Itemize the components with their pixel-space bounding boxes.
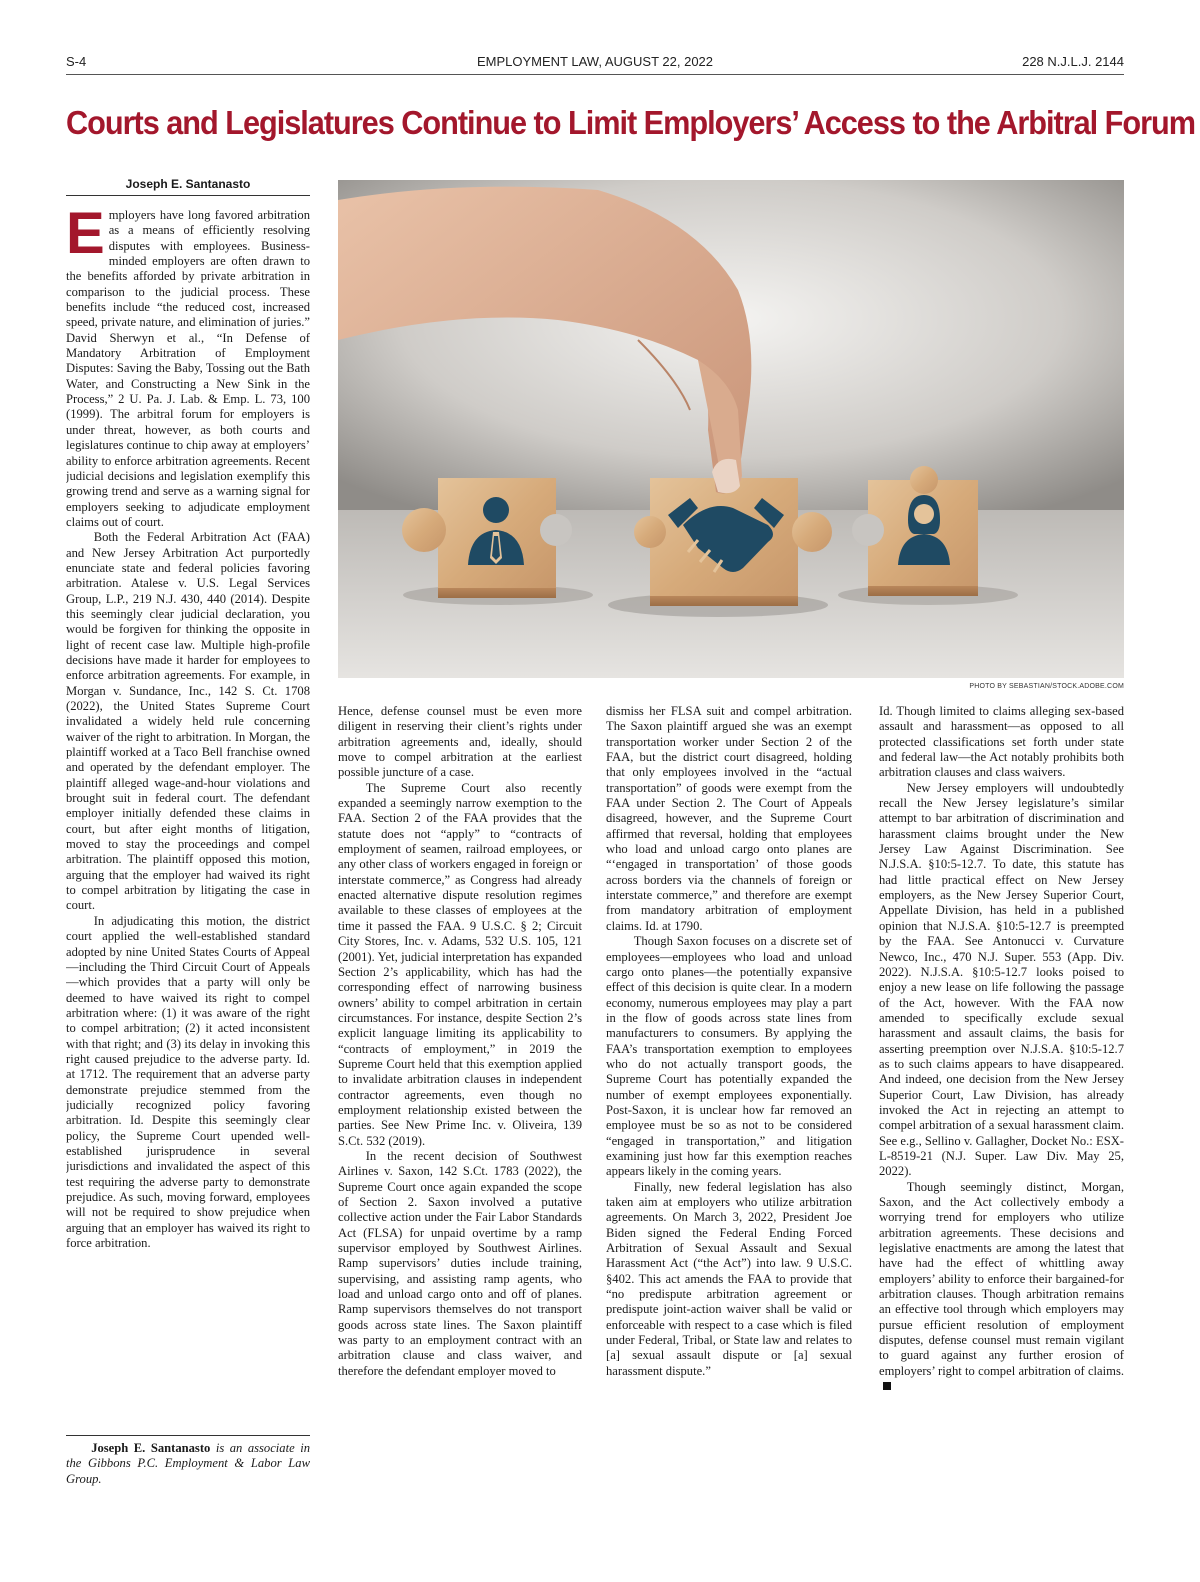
running-header — [66, 54, 1124, 72]
page-number: S-4 — [66, 54, 87, 69]
bio-rule — [66, 1435, 310, 1436]
paragraph: Finally, new federal legislation has also taken aim at employers who utilize arbitration agreements. On March 3, 2022, President Joe Biden signed the Federal Ending Forced Arbitration of Sexual Assault and Sexual Harassment Act (“the Act”) into law. 9 U.S.C. §402. This act amends the FAA to provide that “no predispute arbitration agreement or predispute joint-action waiver shall be valid or enforceable with respect to a case which is filed under Federal, Tribal, or State law and relates to [a] sexual assault dispute or [a] sexual harassment dispute.” — [606, 1179, 852, 1378]
photo-credit: PHOTO BY SEBASTIAN/STOCK.ADOBE.COM — [969, 683, 1124, 690]
article-column-3 — [606, 704, 852, 1544]
author-bio-name: Joseph E. Santanasto — [91, 1441, 211, 1455]
section-title: EMPLOYMENT LAW, AUGUST 22, 2022 — [476, 54, 714, 69]
drop-cap: E — [66, 208, 105, 266]
author-bio — [66, 1441, 310, 1487]
paragraph: New Jersey employers will undoubtedly recall the New Jersey legislature’s similar attempt to bar arbitration of discrimination and harassment claims brought under the New Jersey Law Against Discrimination. See N.J.S.A. §10:5-12.7. To date, this statute has had little practical effect on New Jersey employers, as the New Jersey Superior Court, Appellate Division, has held in a published opinion that N.J.S.A. §10:5-12.7 is preempted by the FAA. See Antonucci v. Curvature Newco, Inc., 470 N.J. Super. 553 (App. Div. 2022). N.J.S.A. §10:5-12.7 looks poised to enjoy a new lease on life following the passage of the Act, however. With the FAA now amended to specifically exclude sexual harassment and assault claims, the basis for asserting preemption over N.J.S.A. §10:5-12.7 as to such claims appears to have disappeared. And indeed, one decision from the New Jersey Superior Court, Law Division, has already invoked the Act in rejecting an attempt to compel arbitration of a sexual harassment claim. See e.g., Sellino v. Gallagher, Docket No.: ESX-L-8519-21 (N.J. Super. Law Div. May 25, 2022). — [879, 780, 1124, 1179]
paragraph: Though seemingly distinct, Morgan, Saxon, and the Act collectively embody a worrying trend for employers who utilize arbitration agreements. These decisions and legislative enactments are among the latest that have had the effect of whittling away employers’ ability to enforce their bargained-for arbitration clauses. Though arbitration remains an effective tool through which employers may pursue efficient resolution of employment disputes, defense counsel must remain vigilant to guard against any further erosion of employers’ right to compel arbitration of claims. — [879, 1180, 1124, 1395]
paragraph: Hence, defense counsel must be even more diligent in reserving their client’s rights under arbitration agreements and, ideally, should move to compel arbitration at the earliest possible juncture of a case. — [338, 704, 582, 780]
article-headline: Courts and Legislatures Continue to Limit Employers’ Access to the Arbitral Forum — [66, 104, 1196, 141]
article-column-4 — [879, 704, 1124, 1544]
paragraph: Employers have long favored arbitration as a means of efficiently resolving disputes with employees. Business-minded employers are often drawn to the benefits afforded by private arbitration in comparison to the judicial process. These benefits include “the reduced cost, increased speed, private nature, and elimination of juries.” David Sherwyn et al., “In Defense of Mandatory Arbitration of Employment Disputes: Saving the Baby, Tossing out the Bath Water, and Constructing a New Sink in the Process,” 2 U. Pa. J. Lab. & Emp. L. 73, 100 (1999). The arbitral forum for employers is under threat, however, as both courts and legislatures continue to chip away at employers’ ability to enforce arbitration agreements. Recent judicial decisions and legislation exemplify this growing trend and serve as a warning signal for employers seeking to adjudicate employment claims out of court. — [66, 208, 310, 529]
article-column-2 — [338, 704, 582, 1544]
paragraph: The Supreme Court also recently expanded a seemingly narrow exemption to the FAA. Section 2 of the FAA provides that the statute does not “apply” to “contracts of employment of seamen, railroad employees, or any other class of workers engaged in foreign or interstate commerce,” as Congress had already enacted alternative dispute resolution regimes available to these classes of employees at the time it passed the FAA. 9 U.S.C. § 2; Circuit City Stores, Inc. v. Adams, 532 U.S. 105, 121 (2001). Yet, judicial interpretation has expanded Section 2’s applicability, which has had the corresponding effect of narrowing business owners’ ability to compel arbitration in certain circumstances. For instance, despite Section 2’s explicit language limiting its applicability to “contracts of employment,” in 2019 the Supreme Court held that this exemption applied to invalidate arbitration clauses in independent contractor agreements, even though no employment relationship existed between the parties. See New Prime Inc. v. Oliveira, 139 S.Ct. 532 (2019). — [338, 780, 582, 1148]
paragraph: Id. Though limited to claims alleging sex-based assault and harassment—as opposed to all protected classifications set forth under state and federal law—the Act notably prohibits both arbitration clauses and class waivers. — [879, 704, 1124, 780]
citation: 228 N.J.L.J. 2144 — [1022, 54, 1124, 69]
paragraph: Though Saxon focuses on a discrete set of employees—employees who load and unload cargo onto planes—the potentially expansive effect of this decision is quite clear. In a modern economy, numerous employees may play a part in the flow of goods across state lines from manufacturers to consumers. By applying the FAA’s transportation exemption to employees who do not actually transport goods, the Supreme Court has potentially expanded the number of exempt employees exponentially. Post-Saxon, it is unclear how far removed an employee must be so as not to be considered “engaged in transportation,” and litigation examining just how far this exemption reaches appears likely in the coming years. — [606, 934, 852, 1179]
paragraph: In the recent decision of Southwest Airlines v. Saxon, 142 S.Ct. 1783 (2022), the Supreme Court once again expanded the scope of Section 2. Saxon involved a putative collective action under the Fair Labor Standards Act (FLSA) for unpaid overtime by a ramp supervisor employed by Southwest Airlines. Ramp supervisors’ duties include training, supervising, and assisting ramp agents, who load and unload cargo onto and off of planes. Ramp supervisors themselves do not transport goods across state lines. The Saxon plaintiff was party to an employment contract with an arbitration clause and class waiver, and therefore the defendant employer moved to — [338, 1148, 582, 1378]
header-rule — [66, 74, 1124, 75]
end-mark — [883, 1382, 891, 1390]
puzzle-hand-illustration — [338, 180, 1124, 678]
article-photo — [338, 180, 1124, 678]
byline: Joseph E. Santanasto — [66, 177, 310, 196]
paragraph: Both the Federal Arbitration Act (FAA) and New Jersey Arbitration Act purportedly enunciate state and federal policies favoring arbitration. Atalese v. U.S. Legal Services Group, L.P., 219 N.J. 430, 440 (2014). Despite this seemingly clear judicial declaration, you would be forgiven for thinking the opposite in light of recent case law. Multiple high-profile decisions have made it harder for employees to enforce arbitration agreements. For example, in Morgan v. Sundance, Inc., 142 S. Ct. 1708 (2022), the United States Supreme Court invalidated a widely held rule concerning waiver of the right to arbitration. In Morgan, the plaintiff worked at a Taco Bell franchise owned and operated by the defendant employer. The plaintiff alleged wage-and-hour violations and brought suit in federal court. The defendant employer initially defended these claims in court, but after eight months of litigation, moved to stay the proceedings and compel arbitration. The plaintiff opposed this motion, arguing that the employer had waived its right to compel arbitration by litigating the case in court. — [66, 530, 310, 913]
paragraph: In adjudicating this motion, the district court applied the well-established standard adopted by nine United States Courts of Appeal—including the Third Circuit Court of Appeals—which provides that a party will only be deemed to have waived its right to compel arbitration where: (1) it was aware of the right to compel arbitration; (2) it acted inconsistent with that right; and (3) its delay in invoking this right caused prejudice to the adverse party. Id. at 1712. The requirement that an adverse party demonstrate prejudice stemmed from the judicially recognized policy favoring arbitration. Id. Despite this seemingly clear policy, the Supreme Court upended well-established jurisprudence in several jurisdictions and invalidated the aspect of this test requiring the adverse party to demonstrate prejudice. As such, moving forward, employees will not be required to show prejudice when arguing that an employer has waived its right to force arbitration. — [66, 913, 310, 1251]
article-column-1 — [66, 208, 310, 1428]
paragraph: dismiss her FLSA suit and compel arbitration. The Saxon plaintiff argued she was an exempt transportation worker under Section 2 of the FAA, but the district court disagreed, holding that only employees involved in the “actual transportation” of goods were exempt from the FAA under Section 2. The Court of Appeals disagreed, however, and the Supreme Court affirmed that reversal, holding that employees who load and unload cargo onto planes are “‘engaged in transportation’ of those goods across borders via the channels of foreign or interstate commerce,” and therefore are exempt from mandatory arbitration of employment claims. Id. at 1790. — [606, 704, 852, 933]
author-bio-text: is an associate in the Gibbons P.C. Employment & Labor Law Group. — [66, 1441, 310, 1486]
